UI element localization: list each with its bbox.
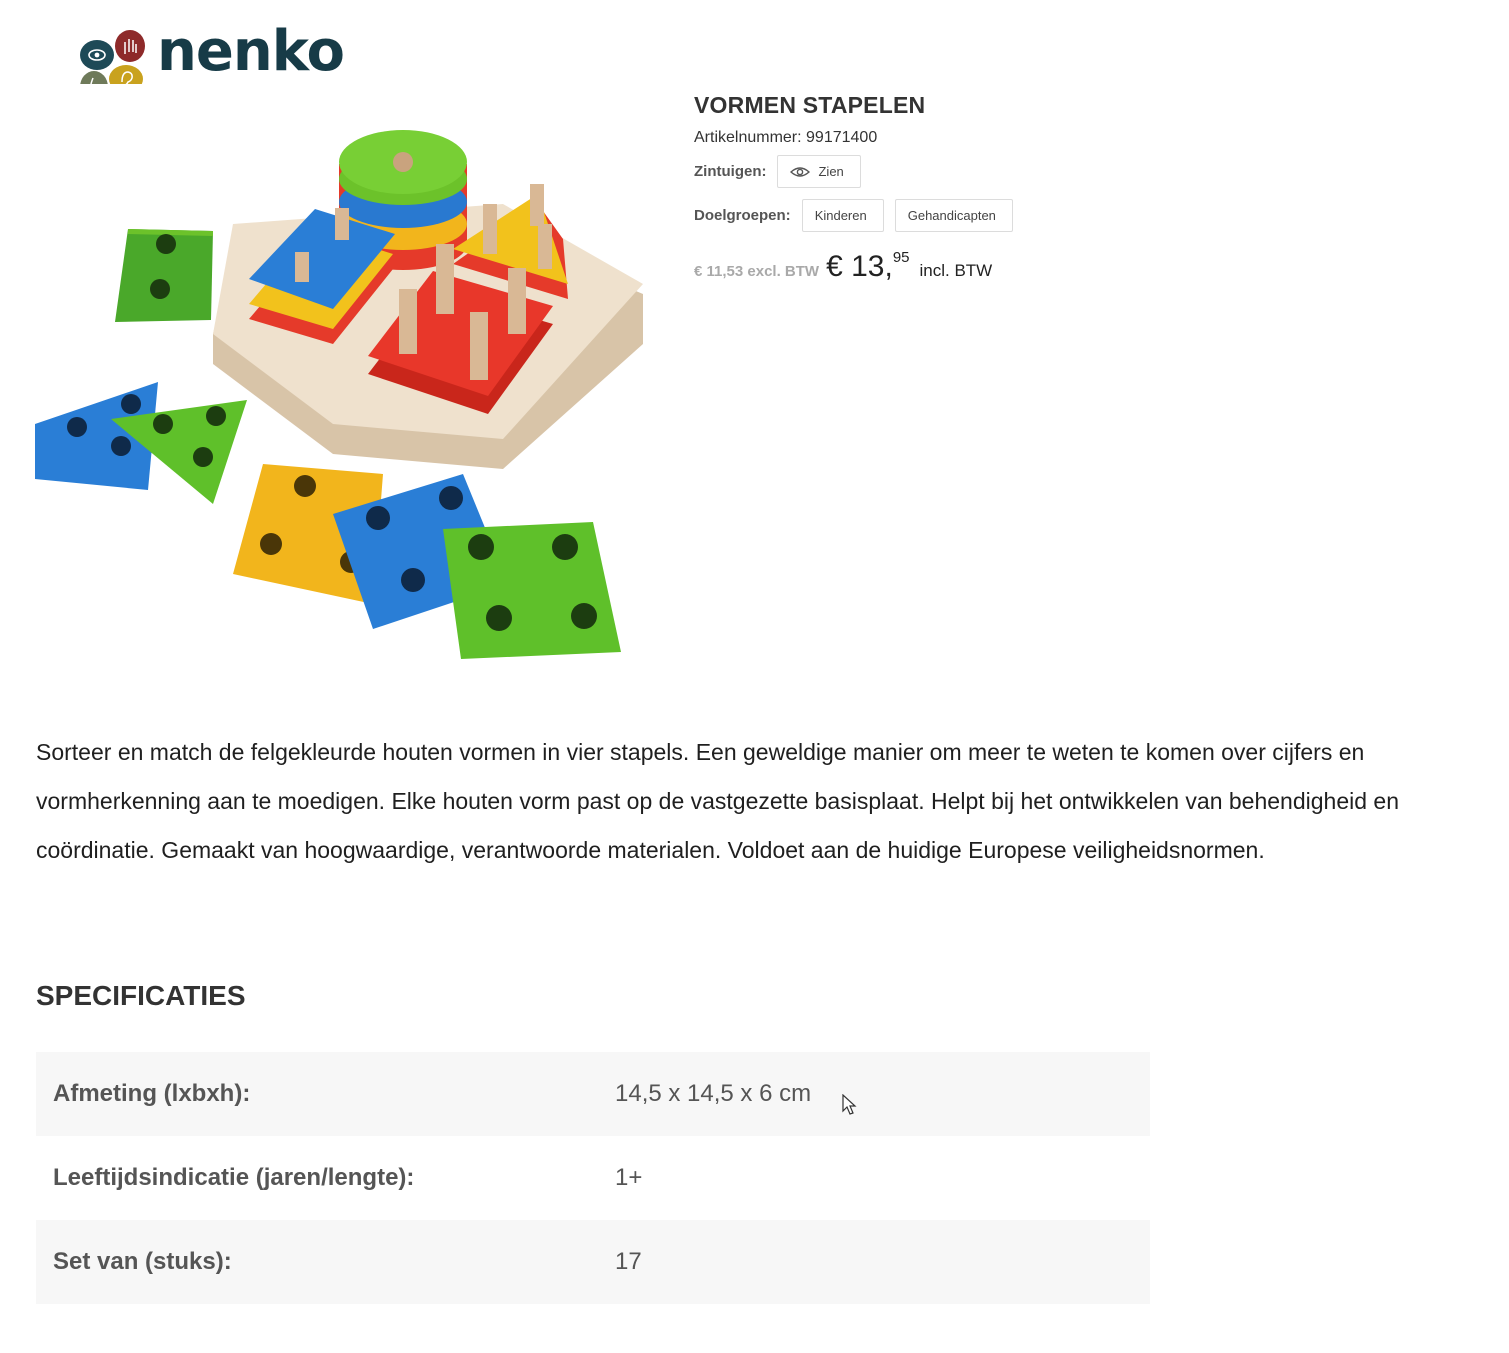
eye-icon <box>790 166 810 178</box>
product-description: Sorteer en match de felgekleurde houten vormen in vier stapels. Een geweldige manier om meer te weten te komen over cijfers en vormherkenning aan te moedigen. Elke houten vorm past op de vastgezette basisplaat. Helpt bij het ontwikkelen van behendigheid en coördinatie. Gemaakt van hoogwaardige, verantwoorde materialen. Voldoet aan de huidige Europese veiligheidsnormen. <box>36 739 1399 863</box>
spec-label: Set van (stuks): <box>36 1220 615 1304</box>
target-chip-kinderen[interactable]: Kinderen <box>802 199 884 232</box>
price-cents: 95 <box>892 249 910 266</box>
loose-green-square-top <box>115 229 213 322</box>
senses-label: Zintuigen: <box>694 163 767 180</box>
mouse-cursor-icon <box>842 1094 858 1116</box>
spec-value: 17 <box>615 1220 1150 1304</box>
target-groups-label: Doelgroepen: <box>694 207 791 224</box>
sense-chip-zien[interactable] <box>777 155 860 188</box>
spec-label: Afmeting (lxbxh): <box>36 1052 615 1136</box>
spec-value: 1+ <box>615 1136 1150 1220</box>
target-chip-gehandicapten[interactable]: Gehandicapten <box>895 199 1013 232</box>
price-incl-vat: € 13, <box>826 250 893 283</box>
product-image[interactable] <box>33 84 663 680</box>
price-row <box>694 250 1294 284</box>
specs-title: SPECIFICATIES <box>36 980 246 1011</box>
spec-label: Leeftijdsindicatie (jaren/lengte): <box>36 1136 615 1220</box>
price-excl-vat: € 11,53 excl. BTW <box>694 263 820 280</box>
spec-row <box>36 1136 1150 1220</box>
spec-row <box>36 1052 1150 1136</box>
product-title: VORMEN STAPELEN <box>694 92 926 118</box>
price-incl-label: incl. BTW <box>919 261 993 280</box>
product-info <box>694 90 1294 284</box>
spec-row <box>36 1220 1150 1304</box>
article-number: Artikelnummer: 99171400 <box>694 129 878 146</box>
senses-row <box>694 155 1294 188</box>
logo-wordmark: nenko <box>157 19 344 84</box>
specs-table <box>36 1052 1150 1304</box>
spec-value: 14,5 x 14,5 x 6 cm <box>615 1052 1150 1136</box>
target-groups-row <box>694 199 1294 232</box>
sense-chip-label: Zien <box>818 164 844 179</box>
